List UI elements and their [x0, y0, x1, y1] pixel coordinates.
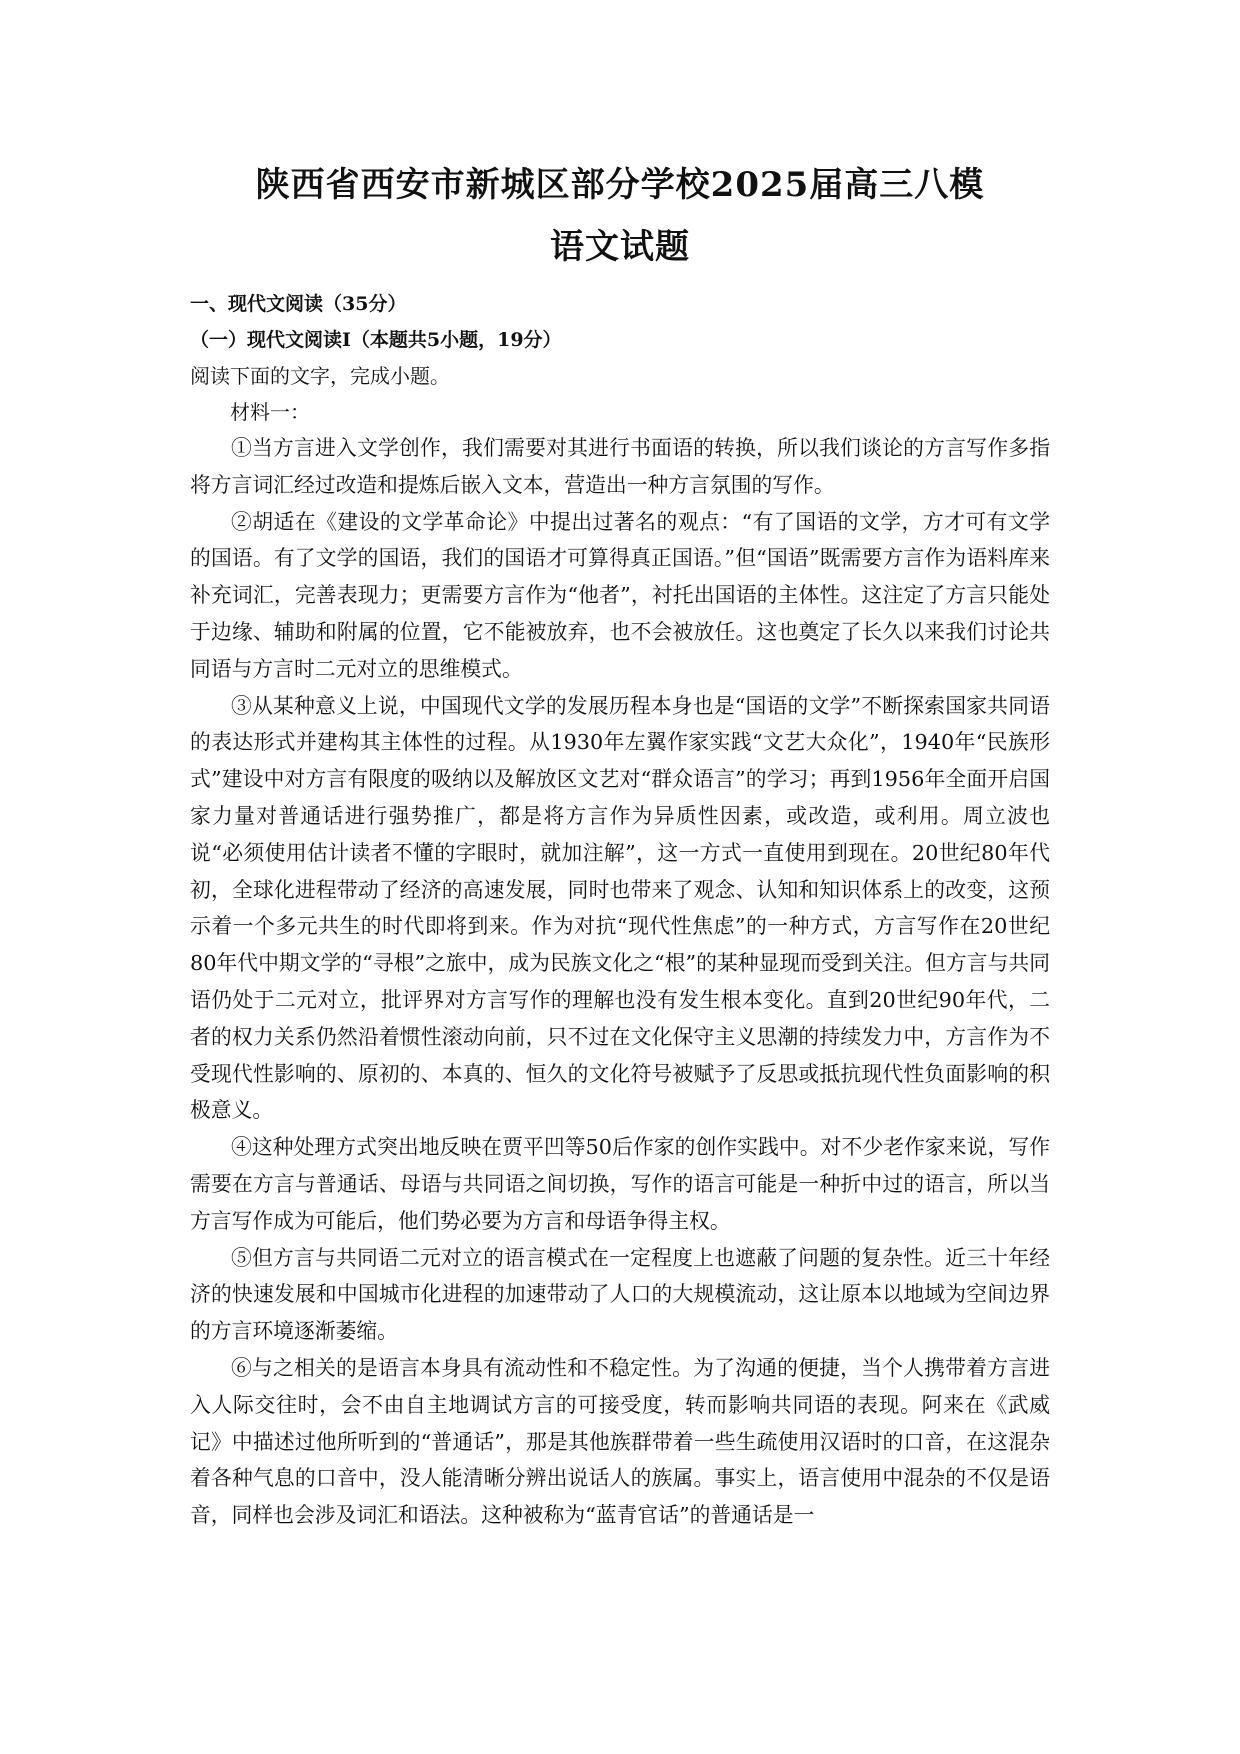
paragraph-6: ⑥与之相关的是语言本身具有流动性和不稳定性。为了沟通的便捷，当个人携带着方言进入人际交往时，会不由自主地调试方言的可接受度，转而影响共同语的表现。阿来在《武威记》中描述过他所听到的“普通话”，那是其他族群带着一些生疏使用汉语时的口音，在这混杂着各种气息的口音中，没人能清晰分辨出说话人的族属。事实上，语言使用中混杂的不仅是语音，同样也会涉及词汇和语法。这种被称为“蓝青官话”的普通话是一 — [190, 1355, 1050, 1528]
subsection-heading: （一）现代文阅读Ⅰ（本题共5小题，19分） — [190, 329, 562, 351]
paragraph-4: ④这种处理方式突出地反映在贾平凹等50后作家的创作实践中。对不少老作家来说，写作需要在方言与普通话、母语与共同语之间切换，写作的语言可能是一种折中过的语言，所以当方言写作成为可能后，他们势必要为方言和母语争得主权。 — [190, 1135, 1050, 1233]
paragraph-2: ②胡适在《建设的文学革命论》中提出过著名的观点：“有了国语的文学，方才可有文学的国语。有了文学的国语，我们的国语才可算得真正国语。”但“国语”既需要方言作为语料库来补充词汇，完善表现力；更需要方言作为“他者”，衬托出国语的主体性。这注定了方言只能处于边缘、辅助和附属的位置，它不能被放弃，也不会被放任。这也奠定了长久以来我们讨论共同语与方言时二元对立的思维模式。 — [190, 509, 1050, 681]
exam-title: 陕西省西安市新城区部分学校2025届高三八模 — [255, 165, 985, 205]
reading-instruction: 阅读下面的文字，完成小题。 — [190, 364, 450, 388]
section-heading: 一、现代文阅读（35分） — [190, 293, 407, 315]
subject-title: 语文试题 — [550, 227, 690, 267]
material-label: 材料一： — [230, 400, 310, 424]
paragraph-3: ③从某种意义上说，中国现代文学的发展历程本身也是“国语的文学”不断探索国家共同语的表达形式并建构其主体性的过程。从1930年左翼作家实践“文艺大众化”，1940年“民族形式”建设中对方言有限度的吸纳以及解放区文艺对“群众语言”的学习；再到1956年全面开启国家力量对普通话进行强势推广，都是将方言作为异质性因素，或改造，或利用。周立波也说“必须使用估计读者不懂的字眼时，就加注解”，这一方式一直使用到现在。20世纪80年代初，全球化进程带动了经济的高速发展，同时也带来了观念、认知和知识体系上的改变，这预示着一个多元共生的时代即将到来。作为对抗“现代性焦虑”的一种方式，方言写作在20世纪80年代中期文学的“寻根”之旅中，成为民族文化之“根”的某种显现而受到关注。但方言与共同语仍处于二元对立，批评界对方言写作的理解也没有发生根本变化。直到20世纪90年代，二者的权力关系仍然沿着惯性滚动向前，只不过在文化保守主义思潮的持续发力中，方言作为不受现代性影响的、原初的、本真的、恒久的文化符号被赋予了反思或抵抗现代性负面影响的积极意义。 — [190, 693, 1050, 1123]
paragraph-5: ⑤但方言与共同语二元对立的语言模式在一定程度上也遮蔽了问题的复杂性。近三十年经济的快速发展和中国城市化进程的加速带动了人口的大规模流动，这让原本以地域为空间边界的方言环境逐渐萎缩。 — [190, 1245, 1050, 1344]
paragraph-1: ①当方言进入文学创作，我们需要对其进行书面语的转换，所以我们谈论的方言写作多指将方言词汇经过改造和提炼后嵌入文本，营造出一种方言氛围的写作。 — [190, 436, 1050, 497]
exam-content — [190, 286, 1050, 1534]
